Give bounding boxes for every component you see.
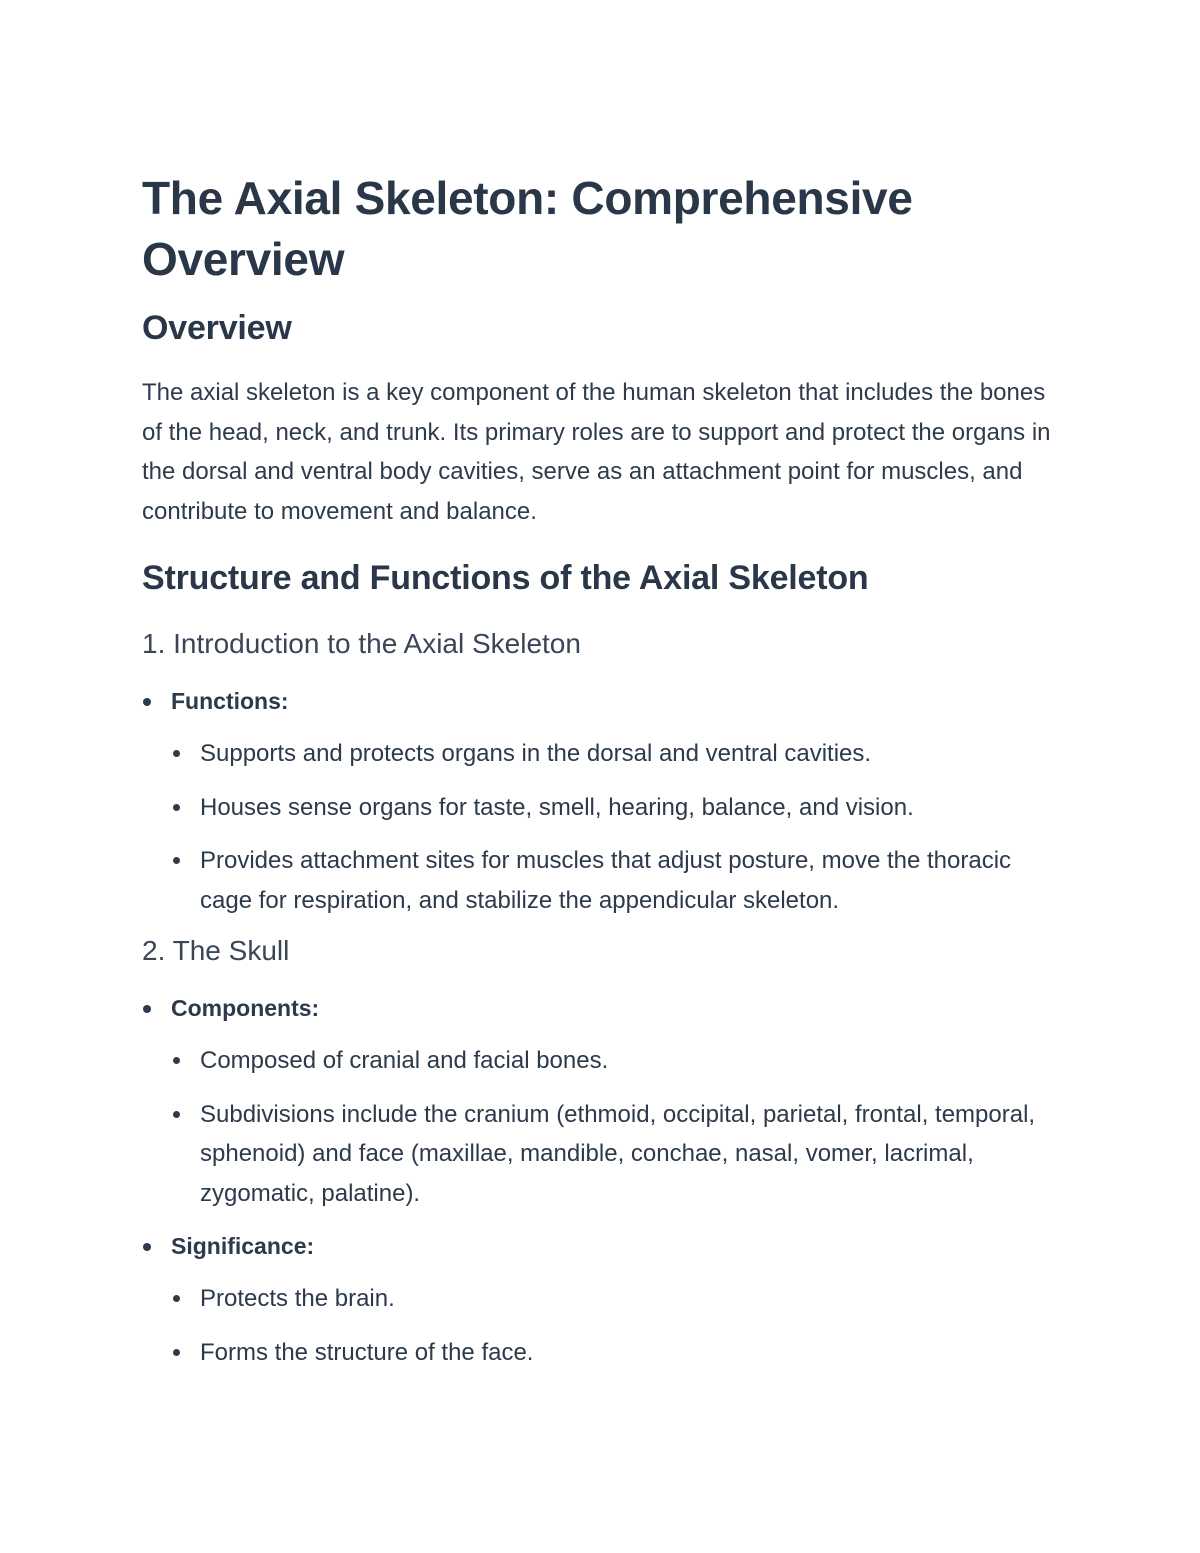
list-item [142,989,1062,1213]
document-page [142,168,1062,1386]
list-item [171,1279,1062,1319]
significance-label: Significance: [171,1233,315,1259]
intro-subheading: 1. Introduction to the Axial Skeleton [142,628,581,659]
intro-list [142,682,1062,920]
list-item-text: Composed of cranial and facial bones. [200,1047,609,1074]
bullet-icon [173,1349,180,1356]
bullet-icon [173,1057,180,1064]
bullet-icon [173,804,180,811]
list-item-text: Protects the brain. [200,1285,395,1312]
bullet-icon [173,857,180,864]
list-item [142,1227,1062,1372]
bullet-icon [143,1243,151,1251]
components-sublist [171,1041,1062,1213]
structure-heading: Structure and Functions of the Axial Skeleton [142,559,869,597]
list-item-text: Provides attachment sites for muscles that adjust posture, move the thoracic cage for respiration, and stabilize the appendicular skeleton. [200,847,1012,914]
list-item-text: Forms the structure of the face. [200,1338,534,1366]
list-item-text: Subdivisions include the cranium (ethmoid, occipital, parietal, frontal, temporal, sphenoid) and face (maxillae, mandible, conchae, nasal, vomer, lacrimal, zygomatic, palatine). [200,1100,1036,1207]
skull-subheading: 2. The Skull [142,935,290,966]
bullet-icon [143,1005,151,1013]
list-item [171,788,1062,828]
overview-heading: Overview [142,309,292,347]
bullet-icon [173,750,180,757]
bullet-icon [143,698,151,706]
components-label: Components: [171,995,320,1021]
significance-sublist [171,1279,1062,1372]
list-item-text: Supports and protects organs in the dorsal and ventral cavities. [200,740,872,767]
bullet-icon [173,1111,180,1118]
page-title: The Axial Skeleton: Comprehensive Overview [142,172,913,285]
list-item [171,841,1062,920]
list-item [171,734,1062,774]
list-item [142,682,1062,920]
functions-label: Functions: [171,688,289,714]
skull-list [142,989,1062,1372]
list-item-text: Houses sense organs for taste, smell, hearing, balance, and vision. [200,793,914,821]
list-item [171,1041,1062,1081]
list-item [171,1095,1062,1214]
functions-sublist [171,734,1062,920]
bullet-icon [173,1295,180,1302]
overview-paragraph: The axial skeleton is a key component of the human skeleton that includes the bones of the head, neck, and trunk. Its primary roles are to support and protect the organs in the dorsal and ventral body cavities, serve as an attachment point for muscles, and contribute to movement and balance. [142,379,1051,525]
list-item [171,1333,1062,1373]
